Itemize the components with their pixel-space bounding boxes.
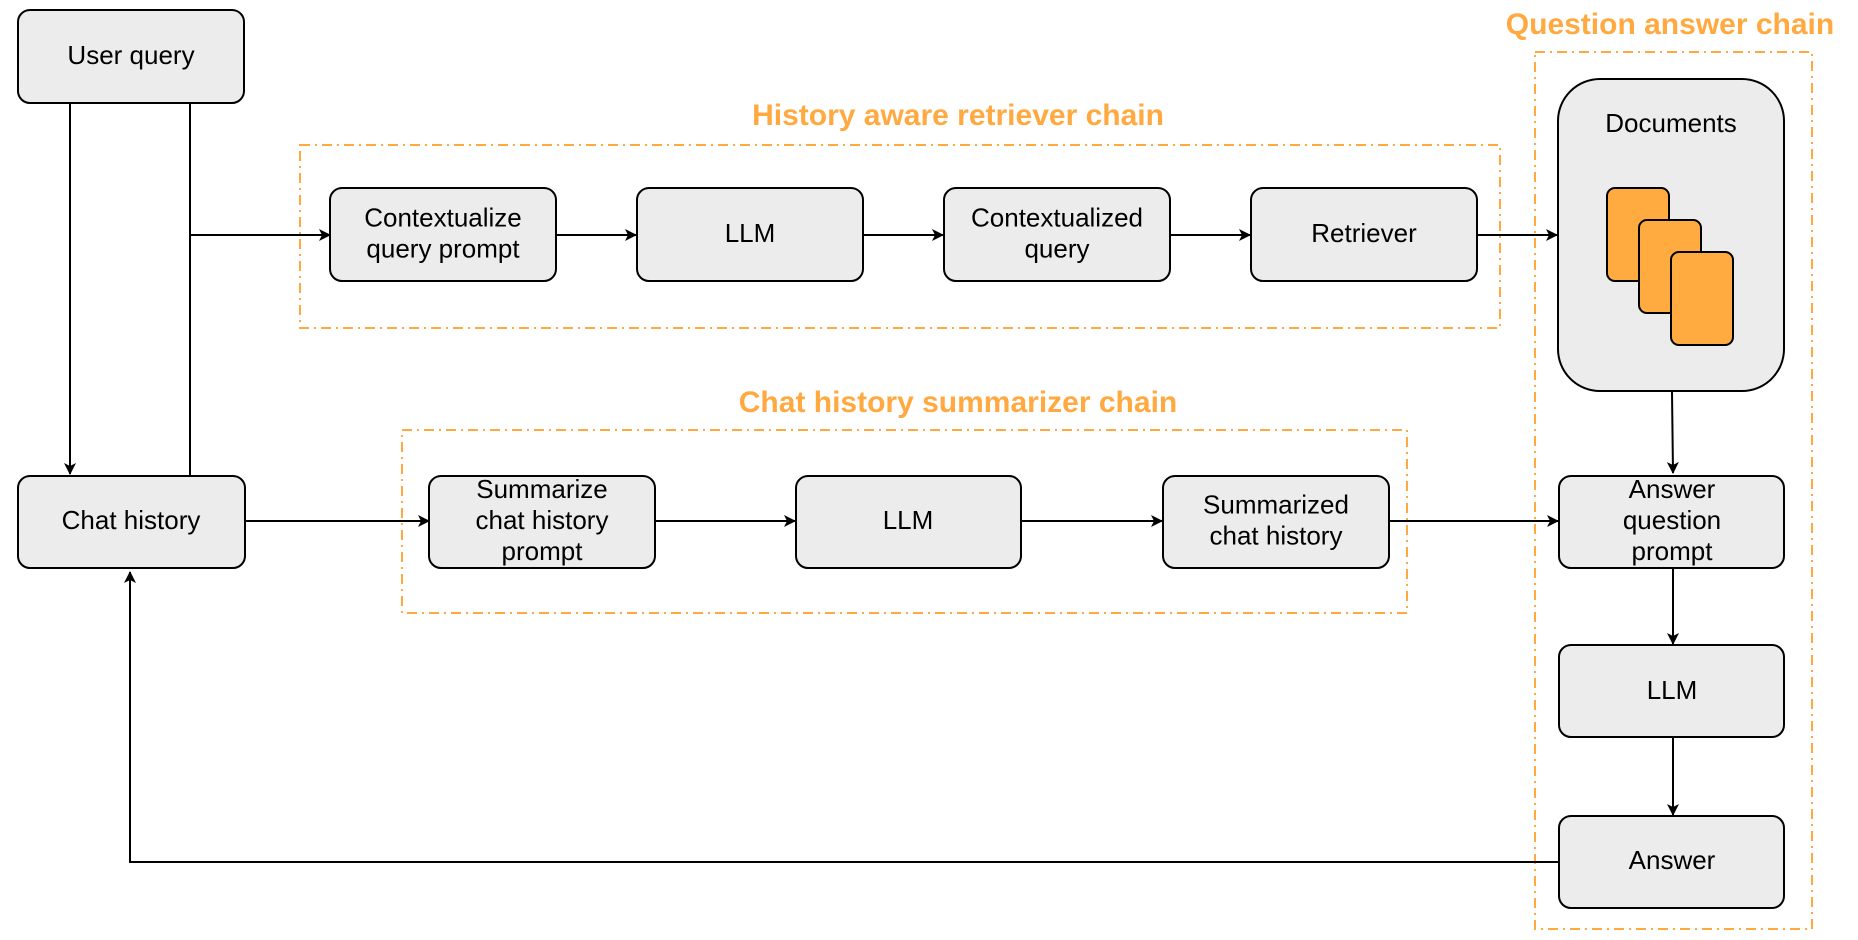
text-line: User query [67,39,195,70]
text-line: Retriever [1311,217,1417,248]
node-answer-question-prompt[interactable] [1559,474,1784,568]
text-line: Answer [1628,844,1716,875]
summarizer-chain-label: Chat history summarizer chain [738,386,1178,419]
node-summarized-chat-history[interactable] [1163,476,1389,568]
node-llm-retriever-label [725,218,776,248]
node-llm-retriever[interactable] [637,188,863,281]
node-summarize-prompt[interactable] [429,474,655,568]
node-documents-label [1605,108,1737,138]
node-contextualize-query-prompt[interactable] [330,188,556,281]
node-user-query-label [67,40,194,70]
text-line: Chat history [61,504,201,535]
text-line: Documents [1605,107,1737,138]
node-llm-summarizer[interactable] [796,476,1021,568]
text-line: prompt [1631,535,1713,566]
node-answer-question-prompt-label [1623,474,1721,566]
text-line: Summarize [476,473,608,504]
text-line: Summarized [1203,489,1349,520]
qa-chain-label: Question answer chain [1505,8,1835,41]
node-answer[interactable] [1559,816,1784,908]
text-line: chat history [475,504,609,535]
node-summarized-chat-history-label [1203,489,1349,550]
node-chat-history-label [62,505,201,535]
node-retriever-label [1311,218,1417,248]
node-chat-history[interactable] [18,476,245,568]
node-user-query[interactable] [18,10,244,103]
text-line: Contextualize [364,202,522,233]
text-line: LLM [724,217,776,248]
node-contextualized-query[interactable] [944,188,1170,281]
document-page-3 [1671,252,1733,345]
edge-documents-to-answer-prompt [1672,392,1673,473]
node-documents[interactable] [1558,79,1784,391]
node-llm-summarizer-label [883,505,934,535]
text-line: query prompt [366,233,520,264]
text-line: Answer [1628,473,1716,504]
node-retriever[interactable] [1251,188,1477,281]
history-aware-chain-label: History aware retriever chain [752,99,1164,132]
text-line: prompt [501,535,583,566]
text-line: question [1622,504,1722,535]
text-line: chat history [1209,520,1343,551]
text-line: Contextualized [971,202,1143,233]
text-line: LLM [1646,674,1698,705]
text-line: query [1024,233,1090,264]
node-contextualize-query-prompt-label [364,202,522,263]
text-line: LLM [882,504,934,535]
node-answer-label [1629,845,1716,875]
edge-answer-to-chat-history [130,572,1559,862]
node-llm-answer[interactable] [1559,645,1784,737]
node-llm-answer-label [1647,675,1698,705]
